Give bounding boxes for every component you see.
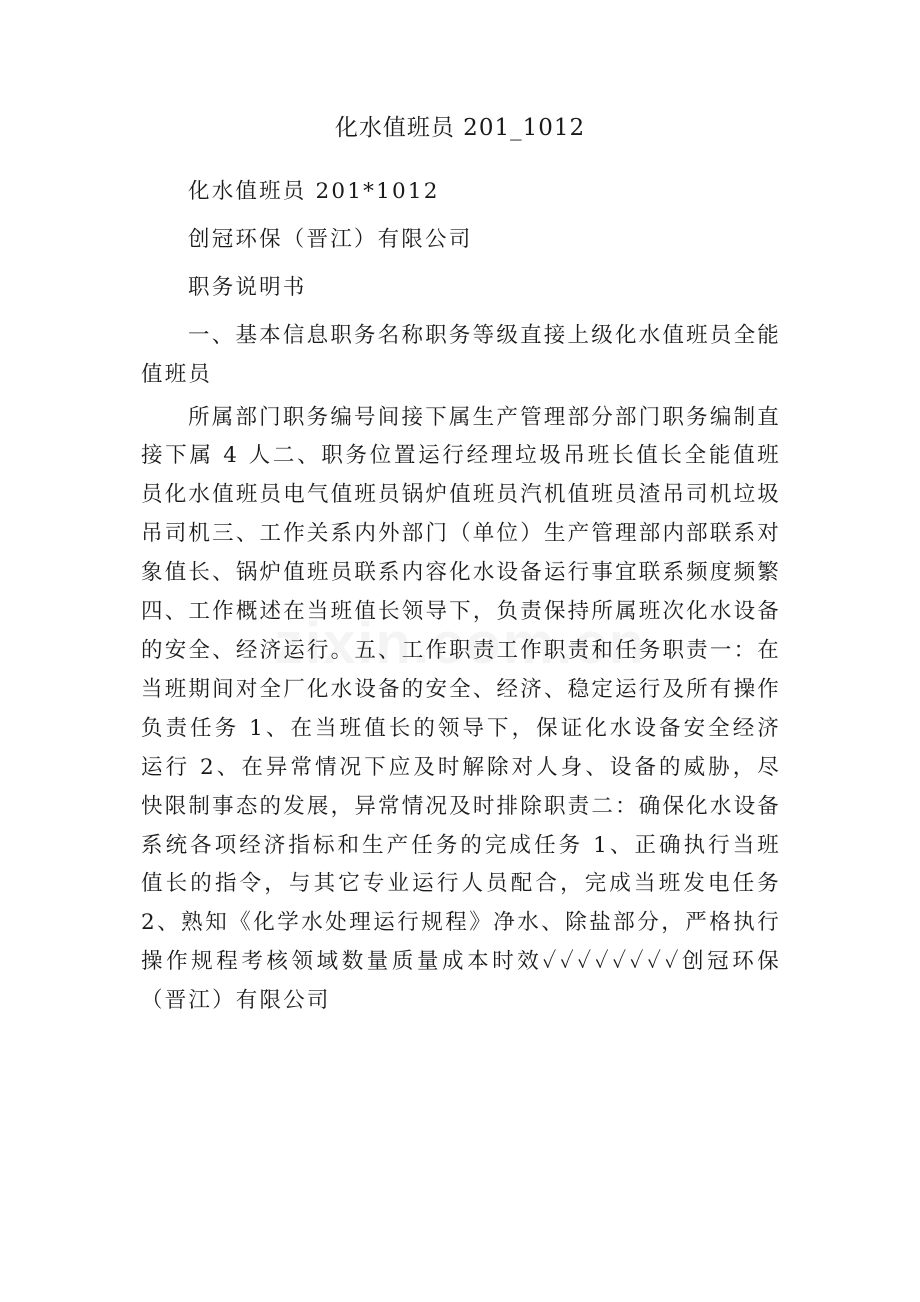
paragraph-doc-type: 职务说明书 [188, 274, 307, 300]
paragraph-main-content: 所属部门职务编号间接下属生产管理部分部门职务编制直接下属 4 人二、职务位置运行经理垃圾吊班长值长全能值班员化水值班员电气值班员锅炉值班员汽机值班员渣吊司机垃圾吊司机三、工作关系内外部门（单位）生产管理部内部联系对象值长、锅炉值班员联系内容化水设备运行事宜联系频度频繁四、工作概述在当班值长领导下，负责保持所属班次化水设备的安全、经济运行。五、工作职责工作职责和任务职责一：在当班期间对全厂化水设备的安全、经济、稳定运行及所有操作负责任务 1、在当班值长的领导下，保证化水设备安全经济运行 2、在异常情况下应及时解除对人身、设备的威胁，尽快限制事态的发展，异常情况及时排除职责二：确保化水设备系统各项经济指标和生产任务的完成任务 1、正确执行当班值长的指令，与其它专业运行人员配合，完成当班发电任务 2、熟知《化学水处理运行规程》净水、除盐部分，严格执行操作规程考核领域数量质量成本时效✓✓✓✓✓✓✓✓创冠环保（晋江）有限公司 [141, 404, 781, 1014]
paragraph-doc-code: 化水值班员 201*1012 [188, 179, 440, 204]
paragraph-company-name: 创冠环保（晋江）有限公司 [188, 226, 473, 252]
document-body [141, 173, 781, 1025]
document-title: 化水值班员 201_1012 [334, 115, 586, 141]
paragraph-basic-info: 一、基本信息职务名称职务等级直接上级化水值班员全能值班员 [141, 322, 781, 387]
